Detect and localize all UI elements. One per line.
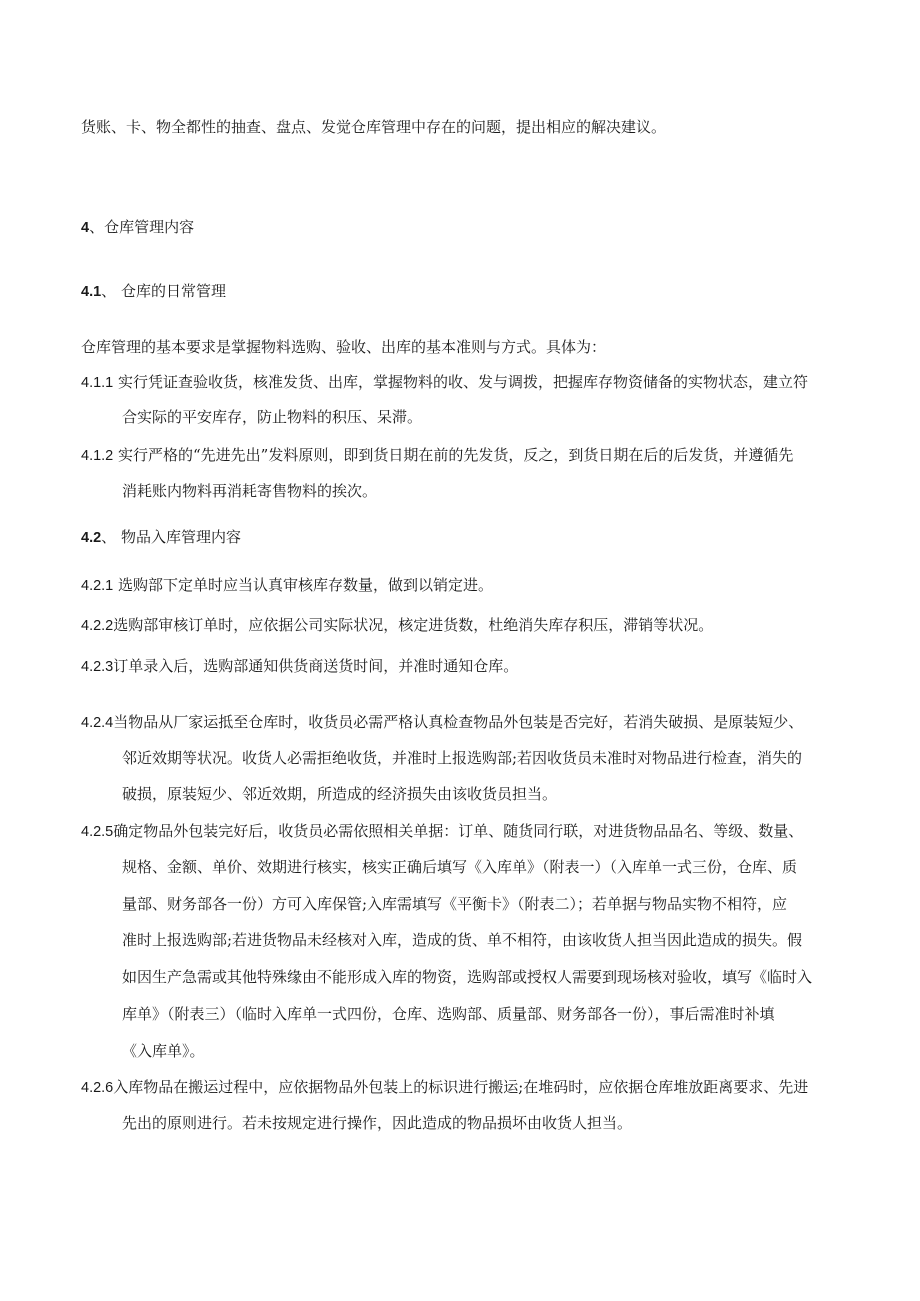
section-title: 、 仓库的日常管理 xyxy=(101,282,226,300)
section-number: 4.1 xyxy=(81,284,102,300)
section-title: 、 物品入库管理内容 xyxy=(101,528,241,546)
item-text: 当物品从厂家运抵至仓库时，收货员必需严格认真检查物品外包装是否完好，若消失破损、是原装短少、 xyxy=(113,713,804,731)
section-4-heading xyxy=(81,217,194,238)
item-number: 4.2.4 xyxy=(81,715,114,731)
item-number: 4.2.6 xyxy=(81,1080,114,1096)
item-4-2-1 xyxy=(81,575,493,596)
section-title: 、仓库管理内容 xyxy=(89,218,195,236)
section-number: 4.2 xyxy=(81,530,102,546)
item-4-1-1 xyxy=(81,372,808,393)
item-4-2-3 xyxy=(81,656,518,677)
item-text: 实行凭证查验收货，核准发货、出库，掌握物料的收、发与调拨，把握库存物资储备的实物状态，建立符 xyxy=(113,373,809,391)
item-text: 确定物品外包装完好后，收货员必需依照相关单据：订单、随货同行联，对进货物品品名、等级、数量、 xyxy=(113,822,804,840)
item-4-2-6-continuation: 先出的原则进行。若未按规定进行操作，因此造成的物品损坏由收货人担当。 xyxy=(122,1114,633,1132)
item-text: 订单录入后，选购部通知供货商送货时间，并准时通知仓库。 xyxy=(113,657,519,675)
item-number: 4.2.3 xyxy=(81,659,114,675)
item-4-2-2 xyxy=(81,615,713,636)
item-4-2-6 xyxy=(81,1077,808,1098)
section-4-1-lead: 仓库管理的基本要求是掌握物料选购、验收、出库的基本准则与方式。具体为： xyxy=(81,338,607,356)
intro-paragraph: 货账、卡、物全都性的抽查、盘点、发觉仓库管理中存在的问题，提出相应的解决建议。 xyxy=(81,118,667,136)
item-text: 选购部审核订单时，应依据公司实际状况，核定进货数，杜绝消失库存积压，滞销等状况。 xyxy=(113,616,714,634)
item-text: 选购部下定单时应当认真审核库存数量，做到以销定进。 xyxy=(113,576,494,594)
item-number: 4.2.1 xyxy=(81,578,114,594)
item-number: 4.2.5 xyxy=(81,824,114,840)
item-4-1-1-continuation: 合实际的平安库存，防止物料的积压、呆滞。 xyxy=(122,408,423,426)
item-text: 入库物品在搬运过程中，应依据物品外包装上的标识进行搬运;在堆码时，应依据仓库堆放距离要求、先进 xyxy=(113,1078,809,1096)
item-4-2-4 xyxy=(81,712,803,733)
section-4-1-heading xyxy=(81,281,226,302)
item-4-1-2-continuation: 消耗账内物料再消耗寄售物料的挨次。 xyxy=(122,482,378,500)
item-4-2-4-continuation: 邻近效期等状况。收货人必需拒绝收货，并准时上报选购部;若因收货员未准时对物品进行检查，消失的 xyxy=(122,749,803,767)
item-4-1-2 xyxy=(81,445,793,466)
item-text: 实行严格的“先进先出”发料原则，即到货日期在前的先发货，反之，到货日期在后的后发货，并遵循先 xyxy=(113,446,794,464)
item-4-2-5-continuation: 《入库单》。 xyxy=(122,1042,205,1060)
item-4-2-5 xyxy=(81,821,803,842)
item-number: 4.1.2 xyxy=(81,448,114,464)
item-4-2-4-continuation: 破损，原装短少、邻近效期，所造成的经济损失由该收货员担当。 xyxy=(122,785,558,803)
item-number: 4.2.2 xyxy=(81,618,114,634)
item-4-2-5-continuation: 库单》（附表三）（临时入库单一式四份，仓库、选购部、质量部、财务部各一份），事后需准时补填 xyxy=(122,1005,775,1023)
item-4-2-5-continuation: 如因生产急需或其他特殊缘由不能形成入库的物资，选购部或授权人需要到现场核对验收，填写《临时入 xyxy=(122,968,813,986)
item-4-2-5-continuation: 规格、金额、单价、效期进行核实，核实正确后填写《入库单》（附表一）（入库单一式三份，仓库、质 xyxy=(122,858,798,876)
section-number: 4 xyxy=(81,220,90,236)
section-4-2-heading xyxy=(81,527,241,548)
item-number: 4.1.1 xyxy=(81,375,114,391)
item-4-2-5-continuation: 量部、财务部各一份）方可入库保管;入库需填写《平衡卡》（附表二）；若单据与物品实物不相符，应 xyxy=(122,895,788,913)
item-4-2-5-continuation: 准时上报选购部;若进货物品未经核对入库，造成的货、单不相符，由该收货人担当因此造成的损失。假 xyxy=(122,931,803,949)
